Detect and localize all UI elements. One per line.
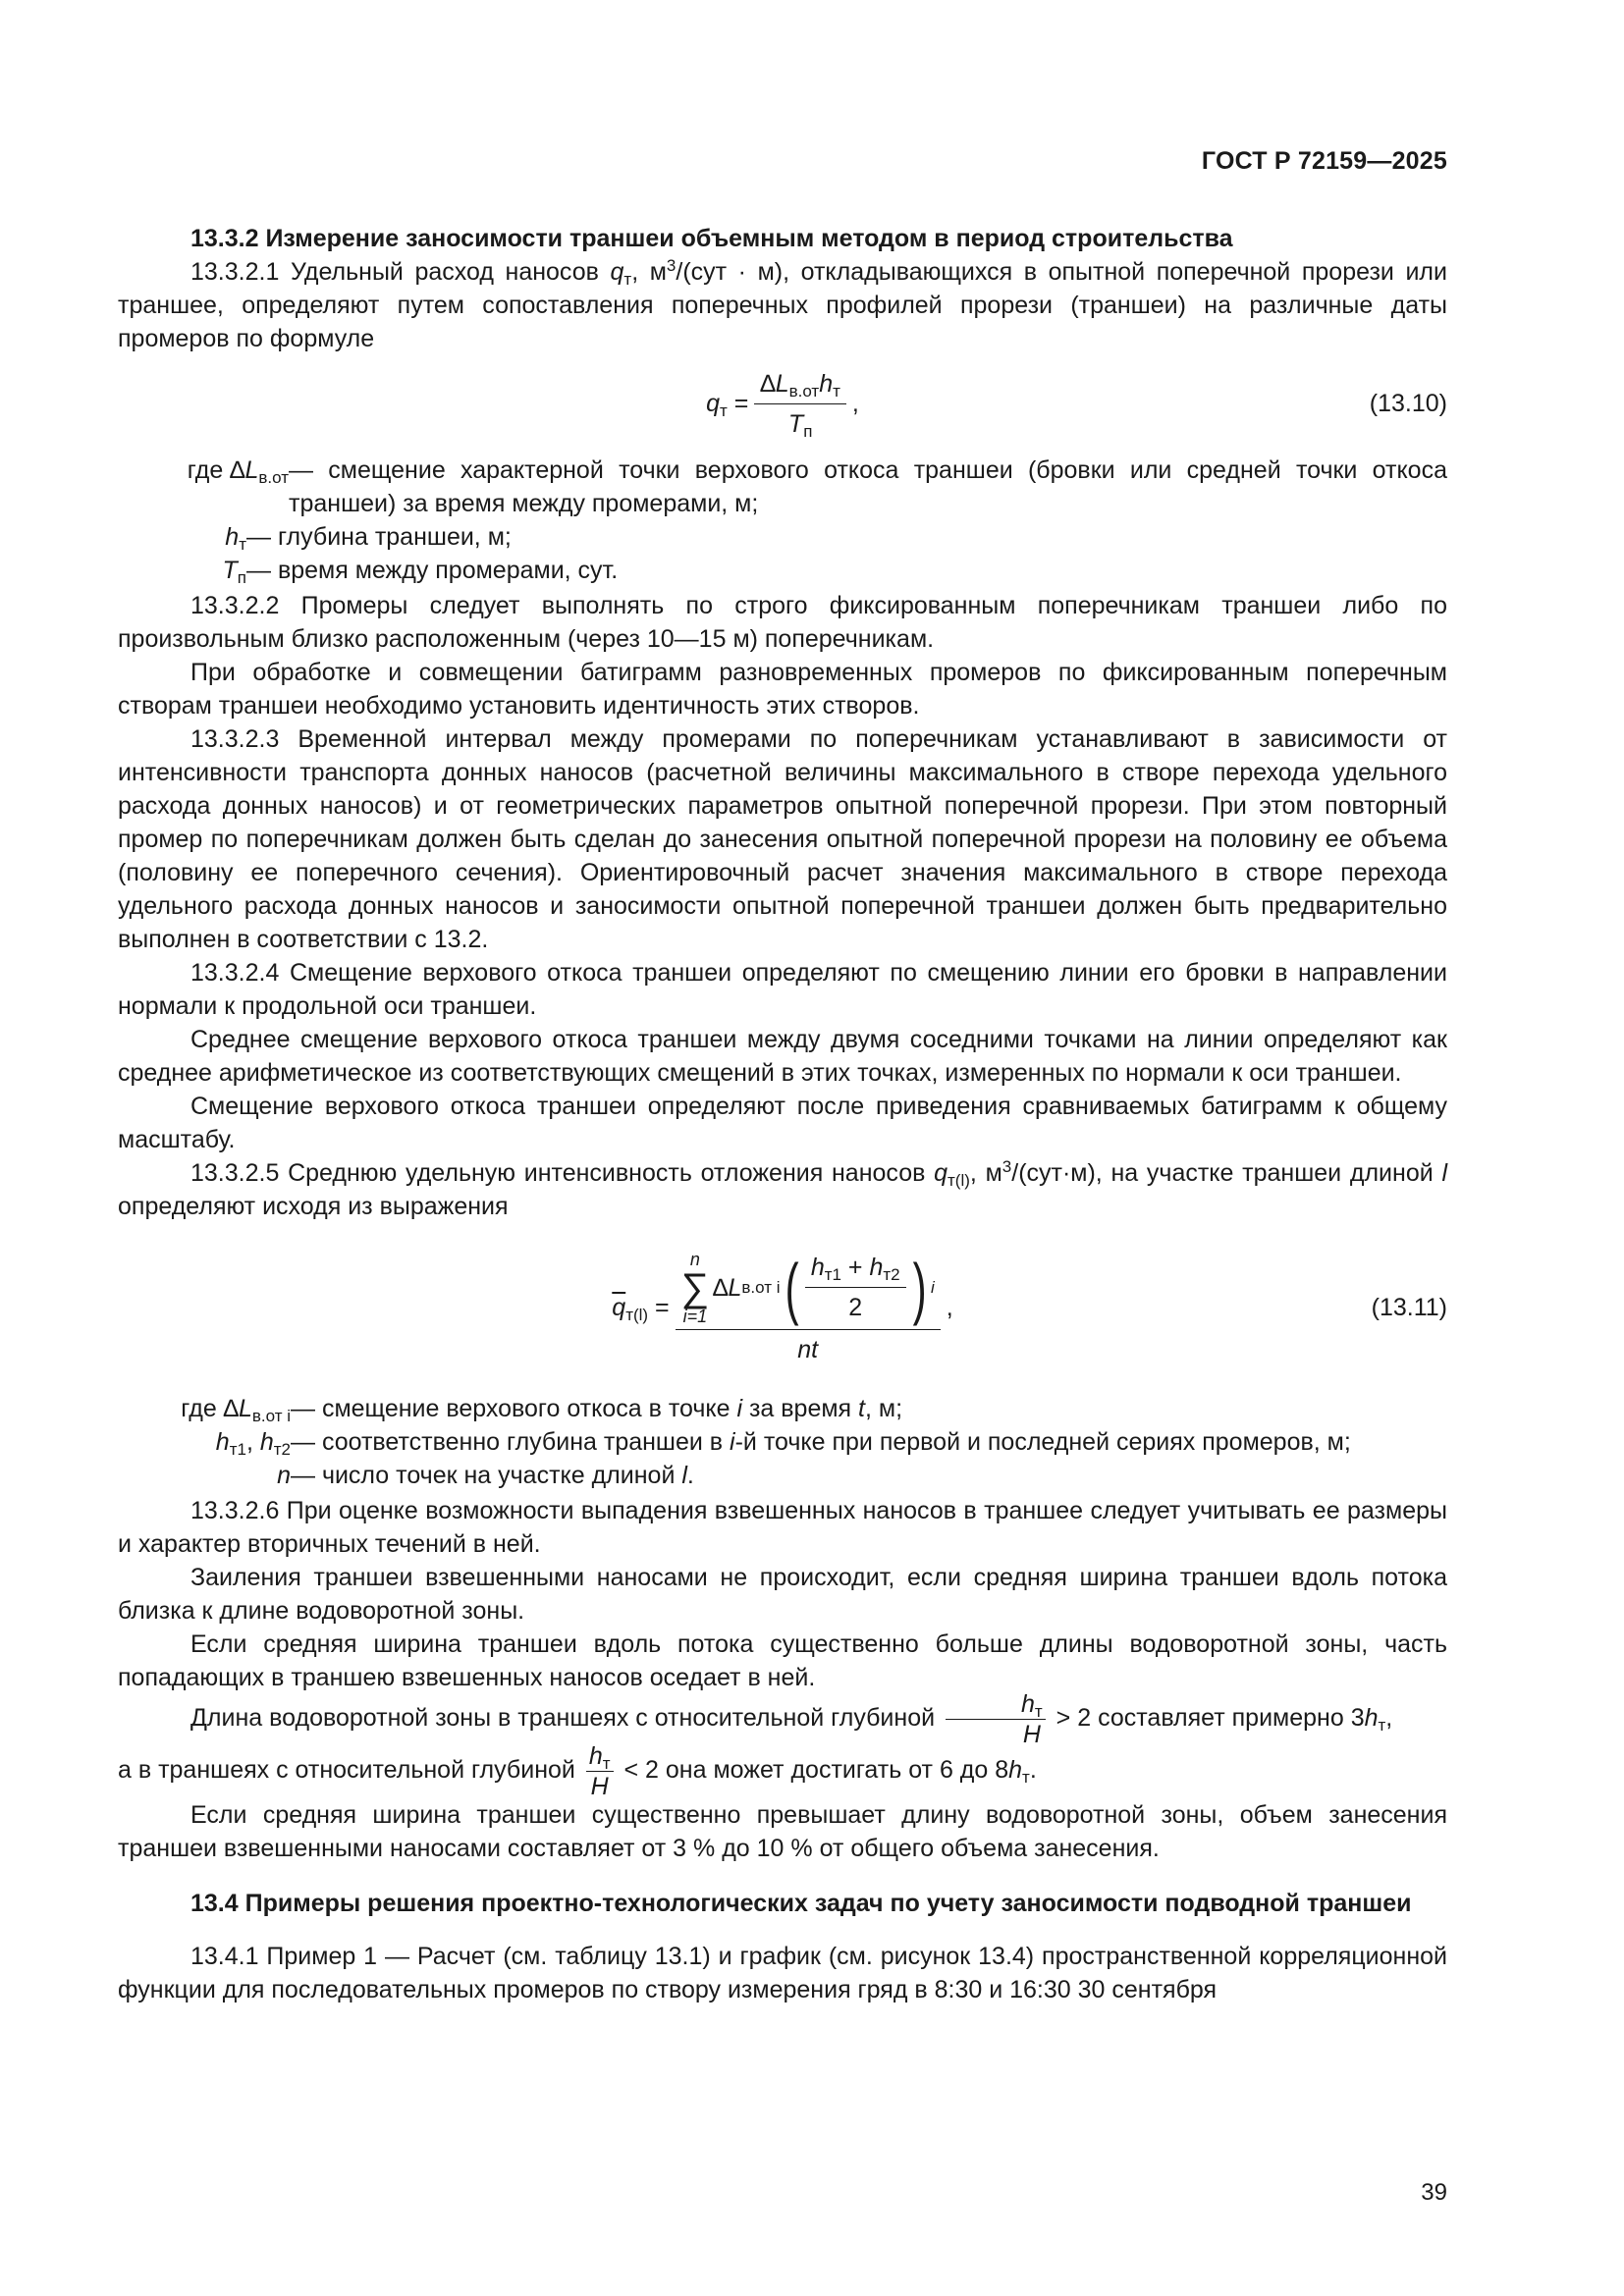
definition-row: $h_т$ — глубина траншеи, м; — [225, 523, 512, 554]
fraction: $\frac{h_т}{H}$ — [586, 1742, 614, 1800]
document-standard-code: ГОСТ Р 72159—2025 — [1201, 147, 1447, 175]
formula-13-11: $\overline{q}_{т(l)}$ = n ∑ i=1 ∆ L в.от i ( $\frac{h_{т1} + h_{т2}}{2}$ ) i nt , (13.11) — [118, 1231, 1447, 1384]
paragraph: 13.3.2.3 Временной интервал между промерами по поперечникам устанавливают в зависимости от интенсивности транспорта донных наносов (расчетной величины максимального в створе перехода удельного расхода донных наносов) и от геометрических параметров опытной поперечной прорези. При этом повторный промер по поперечникам должен быть сделан до занесения опытной поперечной прорези на половину ее объема (половину ее поперечного сечения). Ориентировочный расчет значения максимального в створе перехода удельного расхода донных наносов и заносимости опытной поперечной траншеи должен быть предварительно выполнен в соответствии с 13.2. — [118, 725, 1447, 953]
section-heading-13-4: 13.4 Примеры решения проектно-технологических задач по учету заносимости подводной траншеи — [190, 1890, 1412, 1917]
paragraph: 13.3.2.5 Среднюю удельную интенсивность отложения наносов $q_{т(l)}$, $м^3/(сут\cdot м)$, на участке траншеи длиной l определяют исходя из выражения — [118, 1157, 1447, 1220]
paragraph: Если средняя ширина траншеи существенно превышает длину водоворотной зоны, объем занесения траншеи взвешенными наносами составляет от 3 % до 10 % от общего объема занесения. — [118, 1801, 1447, 1862]
definition-row: $h_{т1}$, $h_{т2}$ — соответственно глубина траншеи в i-й точке при первой и последней сериях промеров, м; — [215, 1428, 1351, 1459]
paragraph: При обработке и совмещении батиграмм разновременных промеров по фиксированным поперечным створам траншеи необходимо установить идентичность этих створов. — [118, 659, 1447, 720]
paragraph: 13.3.2.2 Промеры следует выполнять по строго фиксированным поперечникам траншеи либо по произвольным близко расположенным (через 10—15 м) поперечникам. — [118, 592, 1447, 653]
definition-row: где $\Delta L_{в.от i}$ — смещение верхового откоса в точке i за время t, м; — [181, 1395, 903, 1425]
formula-13-10: $q_т$ = $\frac{\Delta L_{в.от}h_т}{T_п}$ , (13.10) — [118, 361, 1447, 446]
definition-row: $T_п$ — время между промерами, сут. — [222, 557, 619, 587]
paragraph: Заиления траншеи взвешенными наносами не происходит, если средняя ширина траншеи вдоль потока близка к длине водоворотной зоны. — [118, 1564, 1447, 1625]
fraction: $\frac{h_{т1} + h_{т2}}{2}$ — [805, 1251, 906, 1324]
formula-number: (13.10) — [1369, 390, 1447, 417]
paragraph: 13.3.2.1 Удельный расход наносов $q_т$, $м^3/(сут \cdot м)$, откладывающихся в опытной поперечной прорези или траншее, определяют путем сопоставления поперечных профилей прорези (траншеи) на различные даты промеров по формуле — [118, 256, 1447, 352]
fraction: $\frac{\Delta L_{в.от}h_т}{T_п}$ — [754, 367, 846, 441]
definition-row: где $\Delta L_{в.от}$ — смещение характерной точки верхового откоса траншеи (бровки или средней точки откоса траншеи) за время между промерами, м; — [187, 456, 1447, 517]
document-body — [118, 222, 1447, 2006]
formula-number: (13.11) — [1371, 1294, 1447, 1321]
paragraph: 13.4.1 Пример 1 — Расчет (см. таблицу 13.1) и график (см. рисунок 13.4) пространственной корреляционной функции для последовательных промеров по створу измерения гряд в 8:30 и 16:30 30 сентября — [118, 1943, 1447, 2003]
fraction: n ∑ i=1 ∆ L в.от i ( $\frac{h_{т1} + h_{т2}}{2}$ ) i nt — [676, 1250, 941, 1366]
paragraph: а в траншеях с относительной глубиной $\frac{h_т}{H}$ < 2 она может достигать от 6 до $8h_т$. — [118, 1742, 1037, 1800]
variable-definitions — [118, 1392, 1447, 1492]
paragraph: Смещение верхового откоса траншеи определяют после приведения сравниваемых батиграмм к общему масштабу. — [118, 1093, 1447, 1153]
page-number: 39 — [1421, 2179, 1447, 2206]
paragraph: Если средняя ширина траншеи вдоль потока существенно больше длины водоворотной зоны, часть попадающих в траншею взвешенных наносов оседает в ней. — [118, 1630, 1447, 1691]
paragraph: 13.3.2.6 При оценке возможности выпадения взвешенных наносов в траншее следует учитывать ее размеры и характер вторичных течений в ней. — [118, 1497, 1447, 1558]
section-heading-13-3-2: 13.3.2 Измерение заносимости траншеи объемным методом в период строительства — [190, 225, 1233, 252]
paragraph: Среднее смещение верхового откоса траншеи между двумя соседними точками на линии определяют как среднее арифметическое из соответствующих смещений в этих точках, измеренных по нормали к оси траншеи. — [118, 1026, 1447, 1087]
definition-row: n — число точек на участке длиной l. — [277, 1462, 694, 1489]
variable-definitions — [118, 454, 1447, 587]
sum-operator: n ∑ i=1 — [680, 1249, 710, 1326]
fraction: $\frac{h_т}{H}$ — [946, 1690, 1046, 1748]
paragraph: 13.3.2.4 Смещение верхового откоса траншеи определяют по смещению линии его бровки в направлении нормали к продольной оси траншеи. — [118, 959, 1447, 1020]
paragraph: Длина водоворотной зоны в траншеях с относительной глубиной $\frac{h_т}{H}$ > 2 составляет примерно $3h_т$, — [190, 1690, 1393, 1748]
